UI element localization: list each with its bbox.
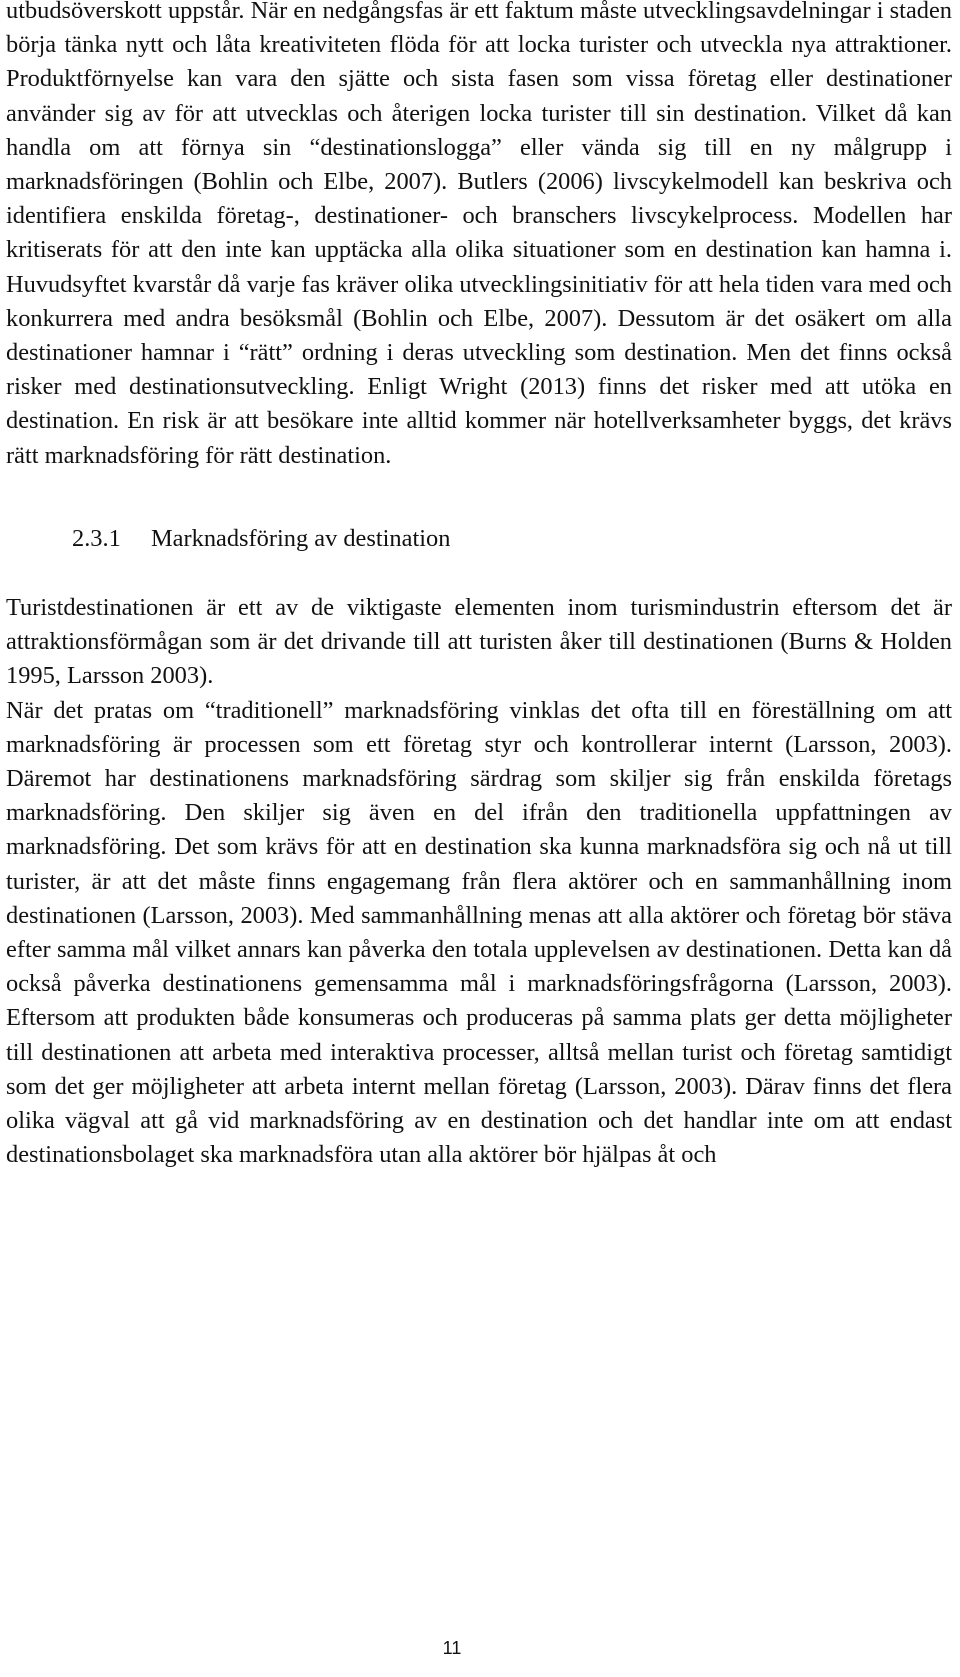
body-paragraph: Turistdestinationen är ett av de viktigaste elementen inom turismindustrin eftersom det är attraktionsförmågan som är det drivande till att turisten åker till destinationen (Burns & Holden 1995, Larsson 2003). — [6, 594, 952, 690]
body-paragraph: När det pratas om “traditionell” marknadsföring vinklas det ofta till en föreställning om att marknadsföring är processen som ett företag styr och kontrollerar internt (Larsson, 2003). Däremot har destinationens marknadsföring särdrag som skiljer sig från enskilda företags marknadsföring. Den skiljer sig även en del ifrån den traditionella uppfattningen av marknadsföring. Det som krävs för att en destination ska kunna marknadsföra sig och nå ut till turister, är att det måste finns engagemang från flera aktörer och en sammanhållning inom destinationen (Larsson, 2003). Med sammanhållning menas att alla aktörer och företag bör stäva efter samma mål vilket annars kan påverka den totala upplevelsen av destinationen. Detta kan då också påverka destinationens gemensamma mål i marknadsföringsfrågorna (Larsson, 2003). Eftersom att produkten både konsumeras och produceras på samma plats ger detta möjligheter till destinationen att arbeta med interaktiva processer, alltså mellan turist och företag samtidigt som det ger möjligheter att arbeta internt mellan företag (Larsson, 2003). Därav finns det flera olika vägval att gå vid marknadsföring av en destination och det handlar inte om att endast destinationsbolaget ska marknadsföra utan alla aktörer bör hjälpas åt och — [6, 696, 952, 1169]
section-title: Marknadsföring av destination — [151, 524, 451, 552]
document-page — [6, 0, 952, 1173]
body-paragraph: utbudsöverskott uppstår. När en nedgångsfas är ett faktum måste utvecklingsavdelningar i staden börja tänka nytt och låta kreativiteten flöda för att locka turister och utveckla nya attraktioner. Produktförnyelse kan vara den sjätte och sista fasen som vissa företag eller destinationer använder sig av för att utvecklas och återigen locka turister till sin destination. Vilket då kan handla om att förnya sin “destinationslogga” eller vända sig till en ny målgrupp i marknadsföringen (Bohlin och Elbe, 2007). Butlers (2006) livscykelmodell kan beskriva och identifiera enskilda företag-, destinationer- och branschers livscykelprocess. Modellen har kritiserats för att den inte kan upptäcka alla olika situationer som en destination kan hamna i. Huvudsyftet kvarstår då varje fas kräver olika utvecklingsinitiativ för att hela tiden vara med och konkurrera med andra besöksmål (Bohlin och Elbe, 2007). Dessutom är det osäkert om alla destinationer hamnar i “rätt” ordning i deras utveckling som destination. Men det finns också risker med destinationsutveckling. Enligt Wright (2013) finns det risker med att utöka en destination. En risk är att besökare inte alltid kommer när hotellverksamheter byggs, det krävs rätt marknadsföring för rätt destination. — [6, 0, 952, 469]
section-number: 2.3.1 — [72, 524, 121, 552]
page-number: 11 — [442, 1638, 462, 1658]
section-heading — [6, 522, 952, 556]
